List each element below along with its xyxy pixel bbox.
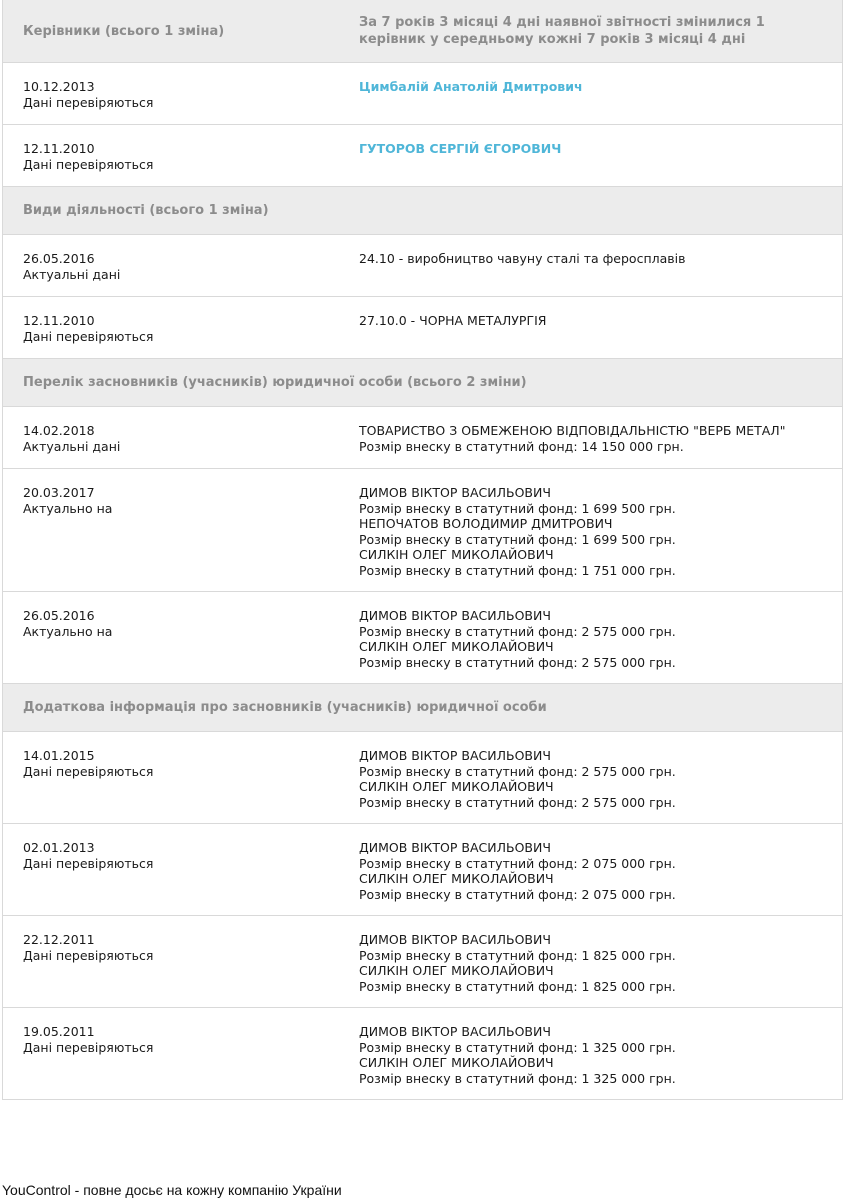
manager-link[interactable]: ГУТОРОВ СЕРГІЙ ЄГОРОВИЧ <box>359 141 562 156</box>
row-date-cell <box>23 840 359 915</box>
founder-contribution: Розмір внеску в статутний фонд: 1 751 000 грн. <box>359 562 676 578</box>
row-status: Актуально на <box>23 623 113 639</box>
row-status: Актуально на <box>23 500 113 516</box>
founder-name: ДИМОВ ВІКТОР ВАСИЛЬОВИЧ <box>359 485 551 500</box>
table-row <box>3 62 842 124</box>
row-date: 26.05.2016 <box>23 608 95 623</box>
row-status: Дані перевіряються <box>23 855 154 871</box>
founder-contribution: Розмір внеску в статутний фонд: 14 150 000 грн. <box>359 438 684 454</box>
founder-name: НЕПОЧАТОВ ВОЛОДИМИР ДМИТРОВИЧ <box>359 516 613 531</box>
row-date: 20.03.2017 <box>23 485 95 500</box>
row-date-cell <box>23 251 359 296</box>
row-value-cell <box>359 1024 822 1099</box>
section-header-additional <box>3 683 842 731</box>
founder-name: СИЛКІН ОЛЕГ МИКОЛАЙОВИЧ <box>359 871 554 886</box>
section-header-managers <box>3 0 842 62</box>
table-row <box>3 591 842 683</box>
table-row <box>3 915 842 1007</box>
row-date: 12.11.2010 <box>23 141 95 156</box>
founder-name: ДИМОВ ВІКТОР ВАСИЛЬОВИЧ <box>359 608 551 623</box>
section-summary: За 7 років 3 місяці 4 дні наявної звітності змінилися 1 керівник у середньому кожні 7 років 3 місяці 4 дні <box>359 15 765 47</box>
row-date-cell <box>23 485 359 591</box>
table-row <box>3 468 842 591</box>
row-date: 10.12.2013 <box>23 79 95 94</box>
row-status: Дані перевіряються <box>23 94 154 110</box>
row-value-cell <box>359 748 822 823</box>
row-status: Актуальні дані <box>23 438 121 454</box>
founder-contribution: Розмір внеску в статутний фонд: 1 699 500 грн. <box>359 500 676 516</box>
founder-contribution: Розмір внеску в статутний фонд: 2 575 000 грн. <box>359 794 676 810</box>
row-value-cell <box>359 423 822 468</box>
row-date-cell <box>23 932 359 1007</box>
row-status: Дані перевіряються <box>23 1039 154 1055</box>
table-row <box>3 1007 842 1099</box>
row-date-cell <box>23 313 359 358</box>
founder-name: ДИМОВ ВІКТОР ВАСИЛЬОВИЧ <box>359 748 551 763</box>
row-value-cell <box>359 840 822 915</box>
founder-name: СИЛКІН ОЛЕГ МИКОЛАЙОВИЧ <box>359 639 554 654</box>
row-date-cell <box>23 748 359 823</box>
table-row <box>3 731 842 823</box>
founder-name: СИЛКІН ОЛЕГ МИКОЛАЙОВИЧ <box>359 1055 554 1070</box>
founder-contribution: Розмір внеску в статутний фонд: 1 325 000 грн. <box>359 1039 676 1055</box>
row-status: Актуальні дані <box>23 266 121 282</box>
row-date-cell <box>23 141 359 186</box>
row-date: 19.05.2011 <box>23 1024 95 1039</box>
row-value-cell <box>359 932 822 1007</box>
founder-name: ДИМОВ ВІКТОР ВАСИЛЬОВИЧ <box>359 840 551 855</box>
founder-name: СИЛКІН ОЛЕГ МИКОЛАЙОВИЧ <box>359 963 554 978</box>
row-value-cell <box>359 608 822 683</box>
row-value-cell <box>359 79 822 124</box>
section-title: Керівники (всього 1 зміна) <box>23 23 225 39</box>
row-date-cell <box>23 423 359 468</box>
founder-name: ДИМОВ ВІКТОР ВАСИЛЬОВИЧ <box>359 1024 551 1039</box>
founder-contribution: Розмір внеску в статутний фонд: 1 699 500 грн. <box>359 531 676 547</box>
row-date: 12.11.2010 <box>23 313 95 328</box>
section-title: Додаткова інформація про засновників (учасників) юридичної особи <box>23 700 547 715</box>
founder-name: СИЛКІН ОЛЕГ МИКОЛАЙОВИЧ <box>359 547 554 562</box>
row-value-cell <box>359 313 822 358</box>
manager-link[interactable]: Цимбалій Анатолій Дмитрович <box>359 79 583 94</box>
founder-contribution: Розмір внеску в статутний фонд: 2 575 000 грн. <box>359 763 676 779</box>
founder-name: ДИМОВ ВІКТОР ВАСИЛЬОВИЧ <box>359 932 551 947</box>
founder-contribution: Розмір внеску в статутний фонд: 2 575 000 грн. <box>359 623 676 639</box>
table-row <box>3 234 842 296</box>
founder-name: СИЛКІН ОЛЕГ МИКОЛАЙОВИЧ <box>359 779 554 794</box>
company-history-table <box>2 0 843 1100</box>
table-row <box>3 296 842 358</box>
table-row <box>3 406 842 468</box>
row-value-cell <box>359 485 822 591</box>
activity-value: 24.10 - виробництво чавуну сталі та феросплавів <box>359 251 686 266</box>
row-value-cell <box>359 251 822 296</box>
activity-value: 27.10.0 - ЧОРНА МЕТАЛУРГІЯ <box>359 313 547 328</box>
row-date-cell <box>23 1024 359 1099</box>
row-status: Дані перевіряються <box>23 156 154 172</box>
section-header-founders <box>3 358 842 406</box>
section-title: Перелік засновників (учасників) юридичної особи (всього 2 зміни) <box>23 375 527 390</box>
founder-contribution: Розмір внеску в статутний фонд: 1 325 000 грн. <box>359 1070 676 1086</box>
founder-contribution: Розмір внеску в статутний фонд: 2 575 000 грн. <box>359 654 676 670</box>
founder-contribution: Розмір внеску в статутний фонд: 1 825 000 грн. <box>359 947 676 963</box>
founder-contribution: Розмір внеску в статутний фонд: 2 075 000 грн. <box>359 855 676 871</box>
founder-contribution: Розмір внеску в статутний фонд: 1 825 000 грн. <box>359 978 676 994</box>
section-header-activities <box>3 186 842 234</box>
row-date: 26.05.2016 <box>23 251 95 266</box>
table-row <box>3 823 842 915</box>
row-date: 02.01.2013 <box>23 840 95 855</box>
row-date-cell <box>23 79 359 124</box>
row-value-cell <box>359 141 822 186</box>
table-row <box>3 124 842 186</box>
founder-name: ТОВАРИСТВО З ОБМЕЖЕНОЮ ВІДПОВІДАЛЬНІСТЮ "ВЕРБ МЕТАЛ" <box>359 423 786 438</box>
row-status: Дані перевіряються <box>23 763 154 779</box>
row-date: 14.01.2015 <box>23 748 95 763</box>
row-date: 14.02.2018 <box>23 423 95 438</box>
page-footer: YouControl - повне досьє на кожну компанію України <box>2 1182 342 1198</box>
row-date: 22.12.2011 <box>23 932 95 947</box>
row-date-cell <box>23 608 359 683</box>
row-status: Дані перевіряються <box>23 328 154 344</box>
section-title: Види діяльності (всього 1 зміна) <box>23 203 269 218</box>
row-status: Дані перевіряються <box>23 947 154 963</box>
founder-contribution: Розмір внеску в статутний фонд: 2 075 000 грн. <box>359 886 676 902</box>
